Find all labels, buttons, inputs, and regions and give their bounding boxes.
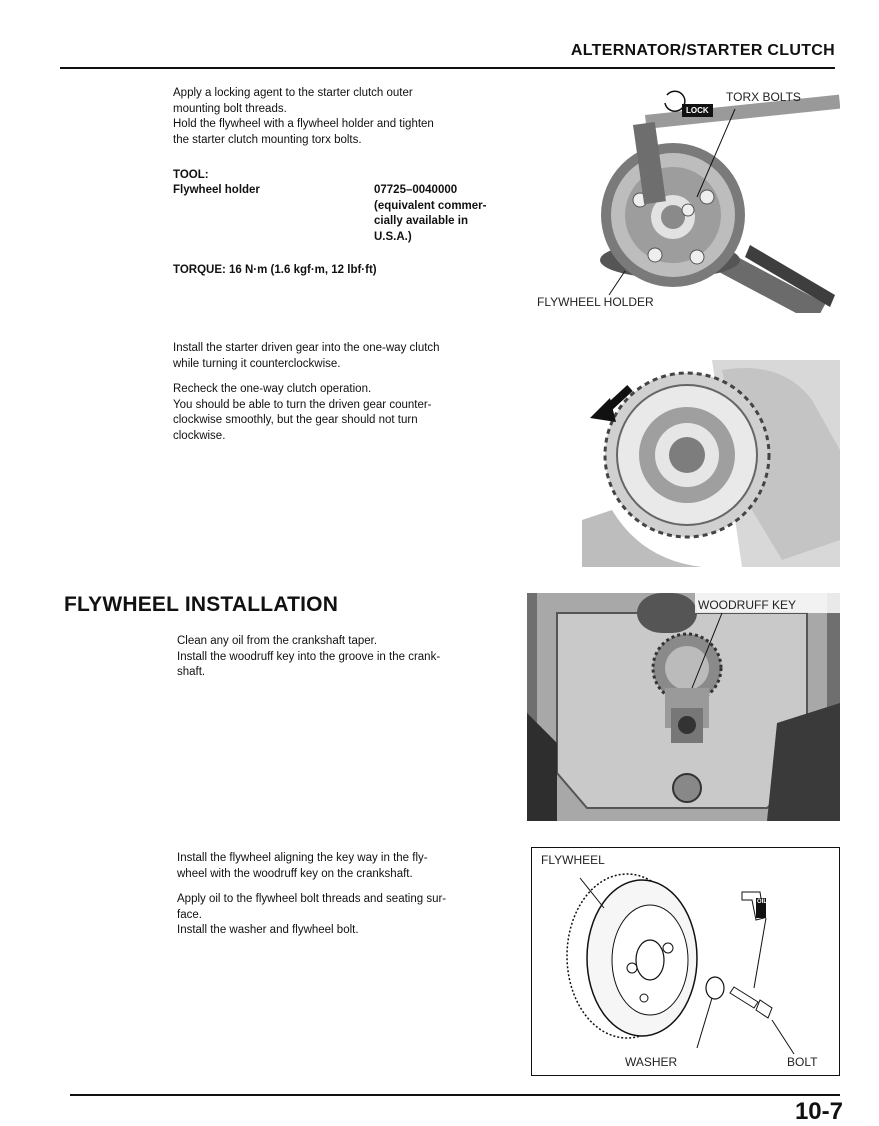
tool-name: Flywheel holder [173, 184, 260, 196]
torque-spec: TORQUE: 16 N·m (1.6 kgf·m, 12 lbf·ft) [173, 264, 377, 276]
figure-woodruff-key [527, 593, 840, 821]
label-flywheel: FLYWHEEL [541, 853, 605, 867]
label-woodruff-key: WOODRUFF KEY [698, 598, 796, 612]
text-line: Install the washer and flywheel bolt. [177, 924, 359, 936]
text-line: clockwise. [173, 429, 226, 442]
label-washer: WASHER [625, 1055, 678, 1069]
text-line: Recheck the one-way clutch operation. [173, 383, 372, 395]
text-block-3 [177, 634, 510, 681]
flywheel-holder-illustration [585, 85, 840, 313]
text-block-1 [173, 86, 506, 148]
tool-note-line: cially available in [374, 215, 468, 227]
driven-gear-illustration [582, 360, 840, 567]
text-line: Clean any oil from the crankshaft taper. [177, 635, 378, 647]
text-line: Apply oil to the flywheel bolt threads and seating sur- [177, 893, 447, 905]
text-line: Install the woodruff key into the groove in the crank- [177, 650, 441, 663]
flywheel-line-drawing [532, 848, 839, 1075]
text-line: Hold the flywheel with a flywheel holder and tighten [173, 118, 434, 130]
figure-flywheel-drawing [531, 847, 840, 1076]
text-line: Install the starter driven gear into the one-way clutch [173, 342, 440, 354]
header-section-title: ALTERNATOR/STARTER CLUTCH [570, 42, 835, 59]
label-bolt: BOLT [787, 1055, 818, 1069]
lock-badge: LOCK [686, 106, 709, 115]
text-line: face. [177, 908, 202, 921]
text-line: shaft. [177, 666, 206, 678]
figure-starter-driven-gear [582, 360, 840, 567]
page-number: 10-7 [794, 1098, 843, 1125]
tool-note-line: U.S.A.) [374, 230, 412, 243]
label-torx-bolts: TORX BOLTS [726, 90, 801, 104]
text-line: while turning it counterclockwise. [173, 357, 341, 370]
text-line: the starter clutch mounting torx bolts. [173, 133, 362, 146]
paragraph-gap [173, 372, 506, 382]
footer-rule [70, 1094, 840, 1096]
oil-badge: OIL [757, 899, 767, 905]
figure-flywheel-holder [585, 85, 840, 313]
section-title: FLYWHEEL INSTALLATION [64, 593, 339, 616]
tool-note-line: (equivalent commer- [374, 199, 487, 212]
text-block-4 [177, 851, 510, 939]
tool-heading: TOOL: [173, 169, 209, 181]
tool-spec [374, 183, 514, 245]
text-line: clockwise smoothly, but the gear should not turn [173, 414, 418, 426]
text-line: Install the flywheel aligning the key way in the fly- [177, 852, 428, 864]
label-flywheel-holder: FLYWHEEL HOLDER [537, 295, 654, 309]
text-line: Apply a locking agent to the starter clutch outer [173, 87, 413, 99]
text-line: wheel with the woodruff key on the crankshaft. [177, 867, 413, 880]
text-block-2 [173, 341, 506, 444]
header-rule [60, 67, 835, 69]
paragraph-gap [177, 882, 510, 892]
crankshaft-illustration [527, 593, 840, 821]
text-line: You should be able to turn the driven gear counter- [173, 398, 432, 411]
text-line: mounting bolt threads. [173, 102, 287, 115]
tool-number: 07725–0040000 [374, 184, 458, 196]
